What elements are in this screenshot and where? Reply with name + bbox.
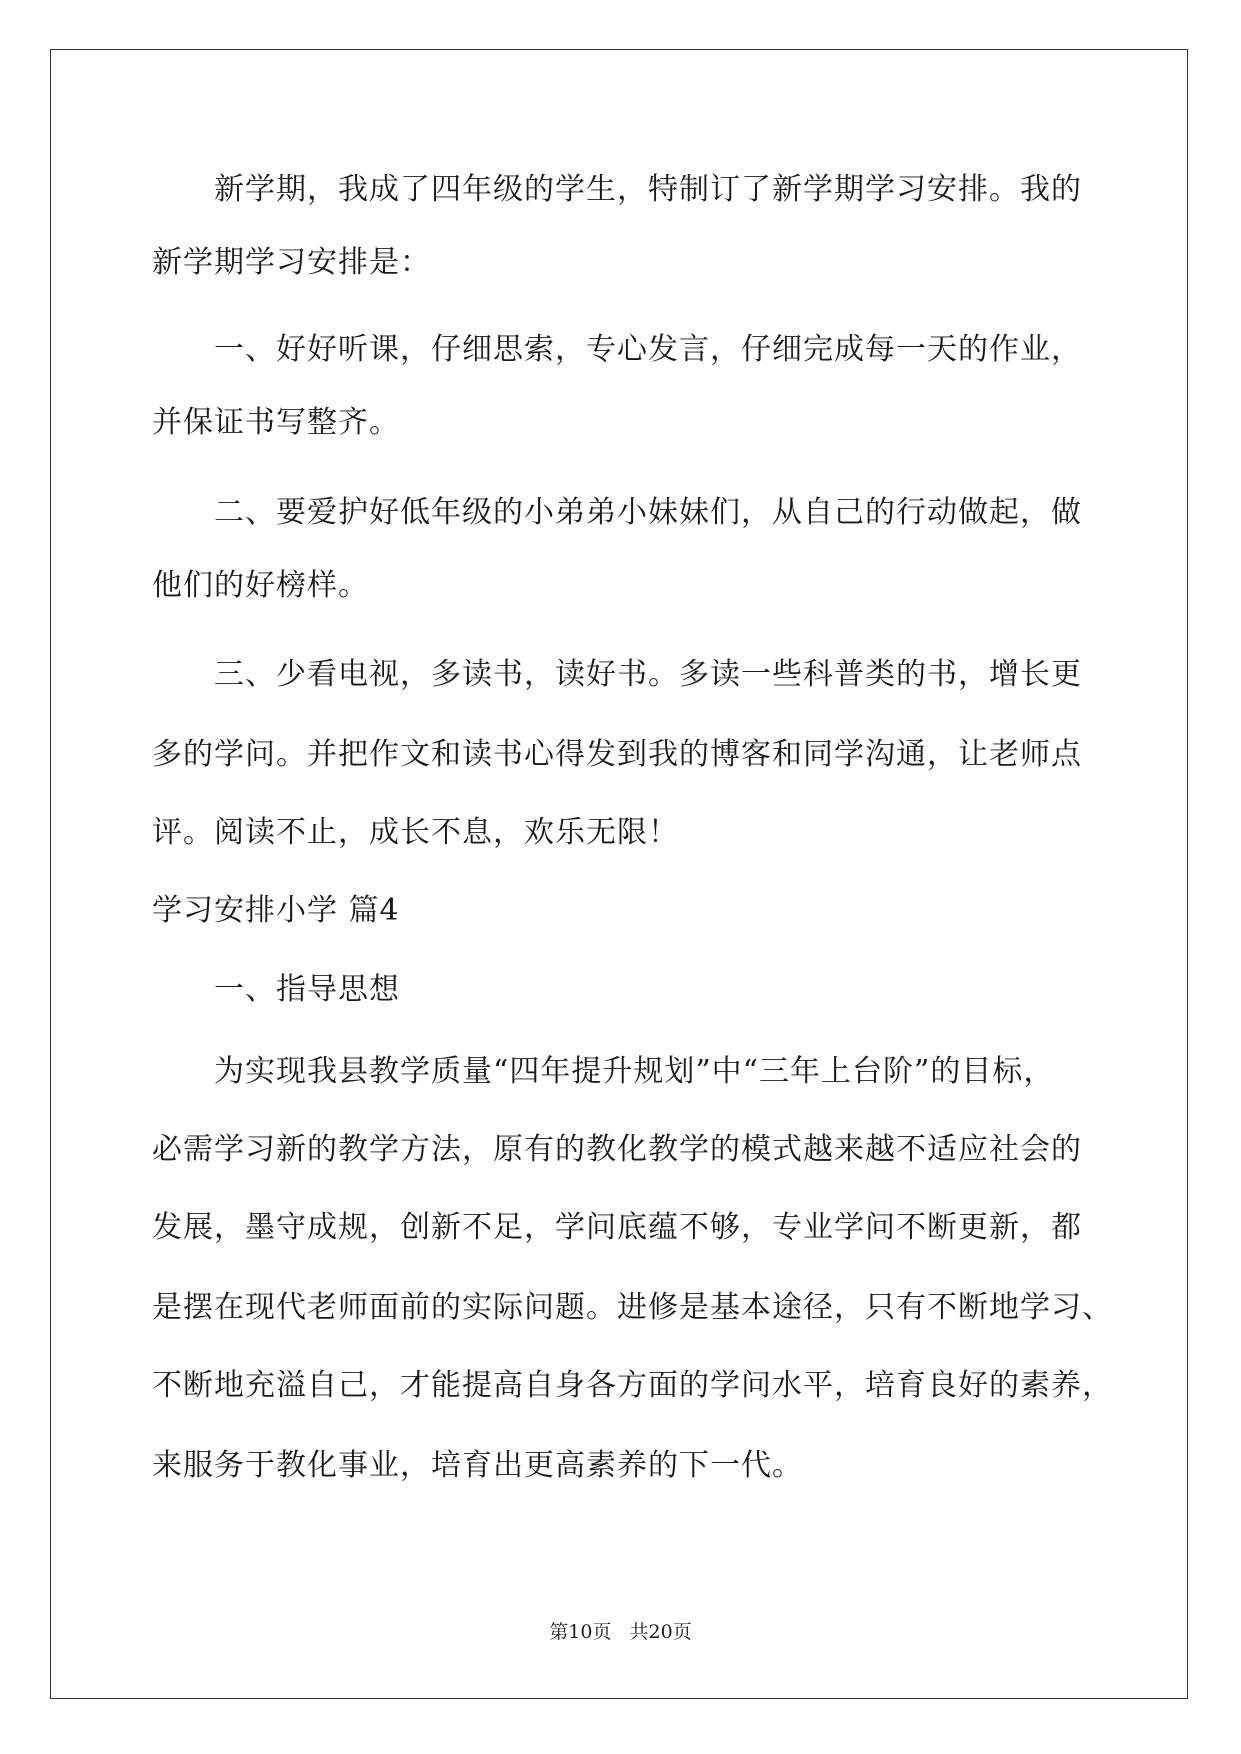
paragraph-1-line-2: 新学期学习安排是：: [152, 245, 431, 280]
paragraph-7-line-3: 发展，墨守成规，创新不足，学问底蕴不够，专业学问不断更新，都: [152, 1210, 1082, 1245]
paragraph-3-line-2: 他们的好榜样。: [152, 568, 369, 603]
page-footer: [0, 1620, 1241, 1644]
paragraph-3-line-1: 二、要爱护好低年级的小弟弟小妹妹们，从自己的行动做起，做: [214, 495, 1082, 530]
paragraph-2-line-2: 并保证书写整齐。: [152, 405, 400, 440]
section-heading: 学习安排小学 篇4: [152, 893, 400, 928]
page-number-total: 共20页: [629, 1621, 692, 1643]
paragraph-6-line-1: 一、指导思想: [214, 972, 400, 1007]
page-number-current: 第10页: [549, 1621, 612, 1643]
paragraph-4-line-3: 评。阅读不止，成长不息，欢乐无限！: [152, 815, 679, 850]
paragraph-1-line-1: 新学期，我成了四年级的学生，特制订了新学期学习安排。我的: [214, 172, 1082, 207]
paragraph-7-line-1: 为实现我县教学质量“四年提升规划”中“三年上台阶”的目标，: [214, 1054, 1055, 1089]
paragraph-7-line-5: 不断地充溢自己，才能提高自身各方面的学问水平，培育良好的素养，: [152, 1368, 1113, 1403]
paragraph-4-line-2: 多的学问。并把作文和读书心得发到我的博客和同学沟通，让老师点: [152, 737, 1082, 772]
paragraph-7-line-6: 来服务于教化事业，培育出更高素养的下一代。: [152, 1448, 803, 1483]
paragraph-7-line-2: 必需学习新的教学方法，原有的教化教学的模式越来越不适应社会的: [152, 1132, 1082, 1167]
paragraph-2-line-1: 一、好好听课，仔细思索，专心发言，仔细完成每一天的作业，: [214, 332, 1082, 367]
paragraph-7-line-4: 是摆在现代老师面前的实际问题。进修是基本途径，只有不断地学习、: [152, 1290, 1113, 1325]
paragraph-4-line-1: 三、少看电视，多读书，读好书。多读一些科普类的书，增长更: [214, 657, 1082, 692]
